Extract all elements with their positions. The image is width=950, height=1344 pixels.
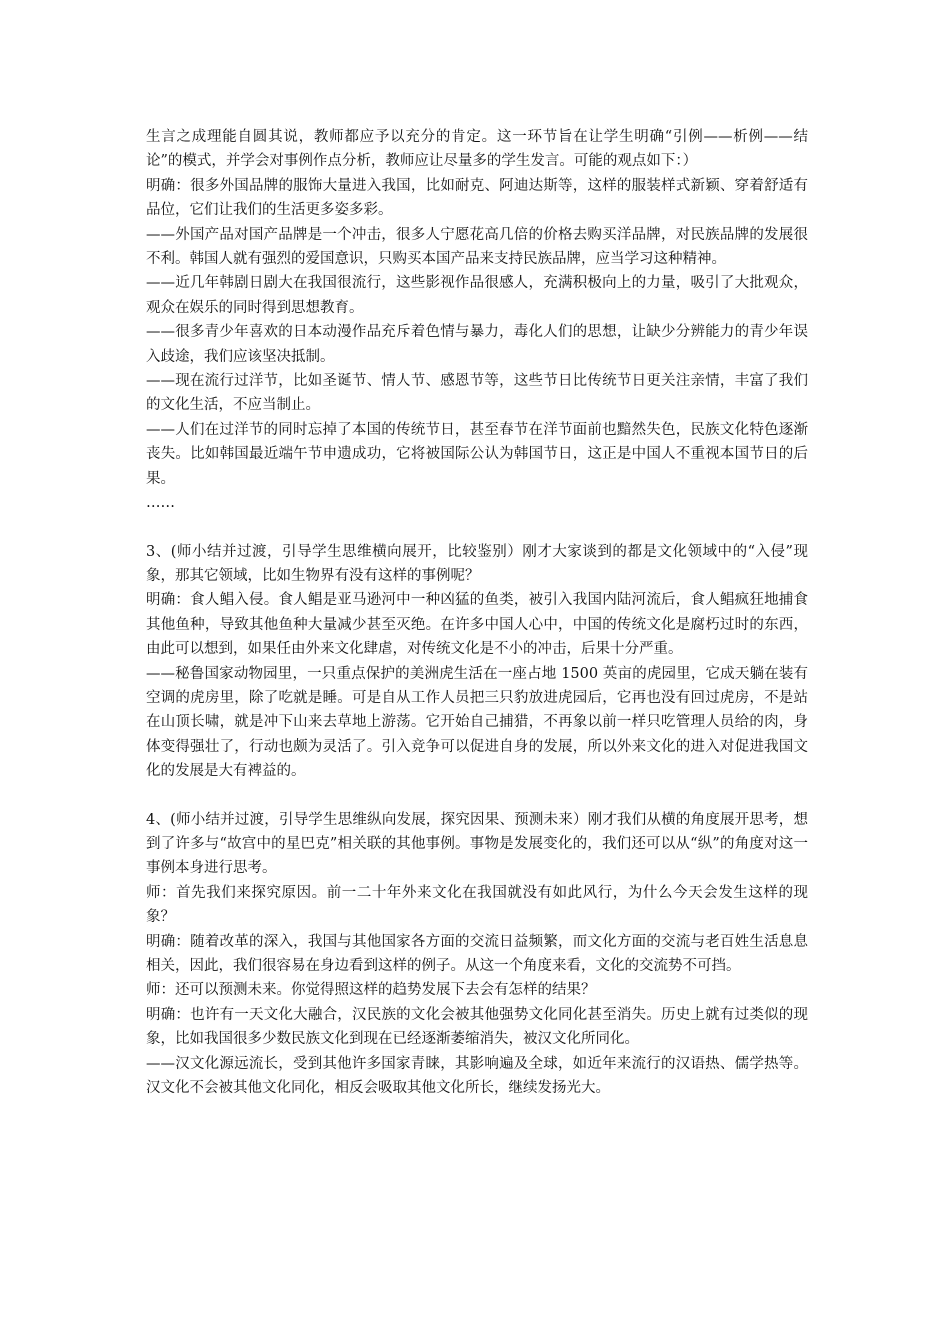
- section-viewpoints: [146, 125, 808, 516]
- section-4: [146, 808, 808, 1101]
- viewpoint-paragraph: 明确：很多外国品牌的服饰大量进入我国，比如耐克、阿迪达斯等，这样的服装样式新颖、穿着舒适有品位，它们让我们的生活更多姿多彩。: [146, 177, 808, 219]
- viewpoint-paragraph: ——近几年韩剧日剧大在我国很流行，这些影视作品很感人，充满积极向上的力量，吸引了大批观众，观众在娱乐的同时得到思想教育。: [146, 275, 808, 316]
- answer-paragraph: 明确：食人鲳入侵。食人鲳是亚马逊河中一种凶猛的鱼类，被引入我国内陆河流后，食人鲳疯狂地捕食其他鱼种，导致其他鱼种大量减少甚至灭绝。在许多中国人心中，中国的传统文化是腐朽过时的东西，由此可以想到，如果任由外来文化肆虐，对传统文化是不小的冲击，后果十分严重。: [146, 592, 808, 658]
- teacher-question: 师：首先我们来探究原因。前一二十年外来文化在我国就没有如此风行，为什么今天会发生这样的现象？: [146, 884, 808, 926]
- viewpoint-paragraph: ——很多青少年喜欢的日本动漫作品充斥着色情与暴力，毒化人们的思想，让缺少分辨能力的青少年误入歧途，我们应该坚决抵制。: [146, 324, 808, 365]
- viewpoint-paragraph: ——外国产品对国产品牌是一个冲击，很多人宁愿花高几倍的价格去购买洋品牌，对民族品牌的发展很不利。韩国人就有强烈的爱国意识，只购买本国产品来支持民族品牌，应当学习这种精神。: [146, 226, 808, 268]
- answer-paragraph: ——汉文化源远流长，受到其他许多国家青睐，其影响遍及全球，如近年来流行的汉语热、儒学热等。汉文化不会被其他文化同化，相反会吸取其他文化所长，继续发扬光大。: [146, 1055, 808, 1097]
- teacher-question: 师：还可以预测未来。你觉得照这样的趋势发展下去会有怎样的结果？: [146, 982, 596, 999]
- answer-paragraph: ——秘鲁国家动物园里，一只重点保护的美洲虎生活在一座占地 1500 英亩的虎园里，它成天躺在装有空调的虎房里，除了吃就是睡。可是自从工作人员把三只豹放进虎园后，它再也没有回过虎房，不是站在山顶长啸，就是冲下山来去草地上游荡。它开始自己捕猎，不再象以前一样只吃管理人员给的肉，身体变得强壮了，行动也颇为灵活了。引入竞争可以促进自身的发展，所以外来文化的进入对促进我国文化的发展是大有裨益的。: [146, 665, 808, 780]
- section-heading: 3、(师小结并过渡，引导学生思维横向展开，比较鉴别）刚才大家谈到的都是文化领域中的“入侵”现象，那其它领域，比如生物界有没有这样的事例呢？: [146, 543, 808, 584]
- blank-line: [146, 516, 808, 540]
- answer-paragraph: 明确：也许有一天文化大融合，汉民族的文化会被其他强势文化同化甚至消失。历史上就有过类似的现象，比如我国很多少数民族文化到现在已经逐渐萎缩消失，被汉文化所同化。: [146, 1006, 808, 1048]
- intro-paragraph: 生言之成理能自圆其说，教师都应予以充分的肯定。这一环节旨在让学生明确“引例——析例——结论”的模式，并学会对事例作点分析，教师应让尽量多的学生发言。可能的观点如下：）: [146, 129, 808, 170]
- section-3: [146, 540, 808, 784]
- ellipsis-text: ……: [146, 495, 175, 512]
- viewpoint-paragraph: ——现在流行过洋节，比如圣诞节、情人节、感恩节等，这些节日比传统节日更关注亲情，丰富了我们的文化生活，不应当制止。: [146, 373, 808, 414]
- answer-paragraph: 明确：随着改革的深入，我国与其他国家各方面的交流日益频繁，而文化方面的交流与老百姓生活息息相关，因此，我们很容易在身边看到这样的例子。从这一个角度来看，文化的交流势不可挡。: [146, 933, 808, 974]
- viewpoint-paragraph: ——人们在过洋节的同时忘掉了本国的传统节日，甚至春节在洋节面前也黯然失色，民族文化特色逐渐丧失。比如韩国最近端午节申遗成功，它将被国际公认为韩国节日，这正是中国人不重视本国节日的后果。: [146, 421, 808, 487]
- section-heading: 4、(师小结并过渡，引导学生思维纵向发展，探究因果、预测未来）刚才我们从横的角度展开思考，想到了许多与“故宫中的星巴克”相关联的其他事例。事物是发展变化的，我们还可以从“纵”的角度对这一事例本身进行思考。: [146, 811, 808, 877]
- blank-line: [146, 784, 808, 808]
- document-page: [146, 125, 808, 1100]
